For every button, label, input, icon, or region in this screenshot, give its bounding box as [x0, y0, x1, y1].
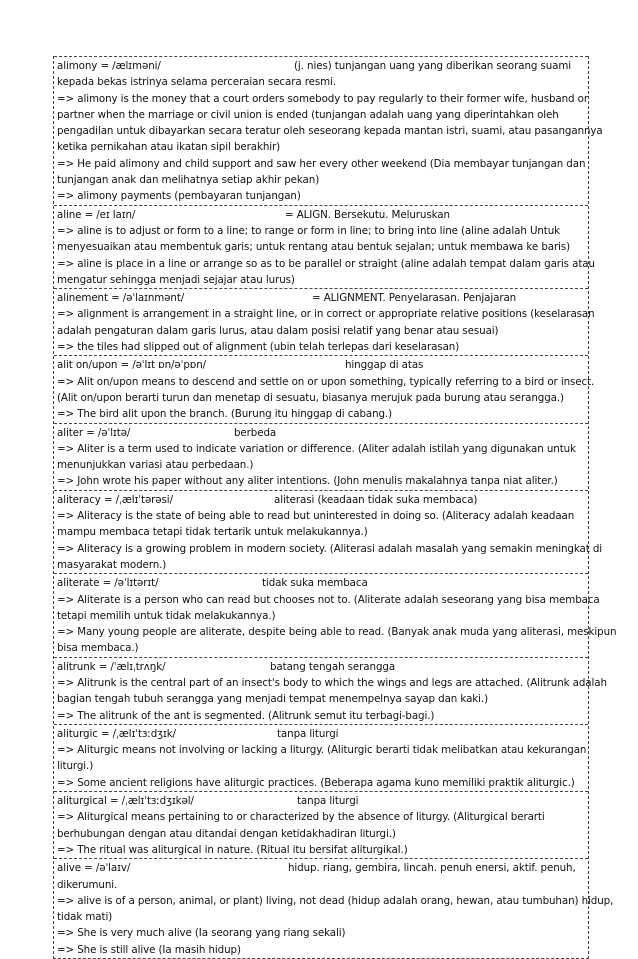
entry-text-line: tetapi memilih untuk tidak melakukannya.): [57, 609, 276, 622]
entry-text-line: kepada bekas istrinya selama perceraian secara resmi.: [57, 76, 336, 89]
entry-text-line: => alimony payments (pembayaran tunjangan): [57, 190, 301, 203]
entry-text-line: liturgi.): [57, 760, 94, 773]
entry-text-line: => Aliteracy is the state of being able to read but uninterested in doing so. (Aliteracy adalah keadaan: [57, 510, 575, 523]
entry-headword: alitrunk = /ˈælɪˌtrʌŋk/: [57, 660, 166, 673]
entry-definition: = ALIGNMENT. Penyelarasan. Penjajaran: [312, 292, 517, 305]
entry-text-line: partner when the marriage or civil union is ended (tunjangan adalah uang yang diperintahkan oleh: [57, 108, 559, 121]
entry-text-line: dikerumuni.: [57, 878, 118, 891]
entry-text-line: ketika pernikahan atau ikatan sipil berakhir): [57, 141, 281, 154]
entry-text-line: => He paid alimony and child support and saw her every other weekend (Dia membayar tunjangan dan: [57, 157, 586, 170]
entry-text-line: => alimony is the money that a court orders somebody to pay regularly to their former wife, husband or: [57, 92, 588, 105]
entry-headword: aliteracy = /ˌælɪˈtərəsi/: [57, 493, 173, 506]
entry-headword-line: [57, 793, 588, 809]
dictionary-entry: [54, 205, 595, 288]
entry-definition: aliterasi (keadaan tidak suka membaca): [274, 493, 478, 506]
entry-headword-line: [57, 575, 588, 591]
entry-text-line: => The bird alit upon the branch. (Burung itu hinggap di cabang.): [57, 408, 393, 421]
entry-definition: = ALIGN. Bersekutu. Meluruskan: [285, 208, 450, 221]
dictionary-entry: [54, 423, 588, 490]
entry-headword: aliturgic = /ˌælɪˈtɜːdʒɪk/: [57, 727, 176, 740]
dictionary-entry: [54, 791, 588, 858]
entry-text-line: => the tiles had slipped out of alignment (ubin telah terlepas dari keselarasan): [57, 341, 460, 354]
entry-definition: berbeda: [234, 426, 277, 439]
entry-text-line: => The ritual was aliturgical in nature. (Ritual itu bersifat aliturgikal.): [57, 843, 408, 856]
entry-headword-line: [57, 207, 588, 223]
dictionary-entry: [54, 490, 603, 573]
entry-definition: tanpa liturgi: [277, 727, 339, 740]
entry-headword: alit on/upon = /əˈlɪt ɒn/əˈpɒn/: [57, 359, 206, 372]
entry-headword: aliter = /əˈlɪtə/: [57, 426, 131, 439]
dictionary-entry: [54, 573, 617, 656]
entry-text-line: => Aliterate is a person who can read but chooses not to. (Aliterate adalah seseorang yang bisa membaca: [57, 593, 600, 606]
entry-text-line: => aline is to adjust or form to a line; to range or form in line; to bring into line (aline adalah Untuk: [57, 224, 561, 237]
entry-text-line: => Alitrunk is the central part of an insect's body to which the wings and legs are attached. (Alitrunk adalah: [57, 676, 607, 689]
entry-headword: aliterate = /əˈlɪtərɪt/: [57, 577, 159, 590]
entry-definition: tidak suka membaca: [262, 577, 368, 590]
entry-headword-line: [57, 659, 588, 675]
dictionary-entry: [54, 355, 595, 422]
entry-definition: (j. nies) tunjangan uang yang diberikan seorang suami: [294, 60, 572, 72]
entry-headword-line: [57, 58, 588, 74]
entry-definition: tanpa liturgi: [297, 795, 359, 808]
entry-text-line: adalah pengaturan dalam garis lurus, atau dalam posisi relatif yang benar atau sesuai): [57, 324, 499, 337]
entry-headword-line: [57, 357, 588, 373]
entry-text-line: menyesuaikan atau membentuk garis; untuk rentang atau bentuk sejalan; untuk membawa ke baris): [57, 241, 571, 254]
entry-headword-line: [57, 860, 588, 876]
entry-text-line: => Many young people are aliterate, despite being able to read. (Banyak anak muda yang aliterasi, meskipun: [57, 626, 617, 639]
entry-text-line: => Aliturgic means not involving or lacking a liturgy. (Aliturgic berarti tidak melibatkan atau kekurangan: [57, 744, 587, 757]
entry-text-line: tidak mati): [57, 911, 113, 924]
entry-headword-line: [57, 492, 588, 508]
entry-text-line: => Aliter is a term used to indicate variation or difference. (Aliter adalah istilah yang digunakan untuk: [57, 442, 576, 455]
entry-headword: aline = /eɪ laɪn/: [57, 208, 136, 221]
entry-text-line: => Alit on/upon means to descend and settle on or upon something, typically referring to a bird or insect.: [57, 375, 595, 388]
entry-text-line: => Some ancient religions have aliturgic practices. (Beberapa agama kuno memiliki praktik aliturgic.): [57, 776, 575, 789]
entry-text-line: mengatur sehingga menjadi sejajar atau lurus): [57, 273, 295, 286]
entry-text-line: => The alitrunk of the ant is segmented. (Alitrunk semut itu terbagi-bagi.): [57, 709, 435, 722]
entry-text-line: pengadilan untuk dibayarkan secara teratur oleh seseorang kepada mantan istri, suami, atau pasangannya: [57, 125, 603, 138]
entry-text-line: => Aliturgical means pertaining to or characterized by the absence of liturgy. (Aliturgical berarti: [57, 811, 545, 824]
dictionary-entry: [54, 657, 607, 724]
entry-text-line: berhubungan dengan atau ditandai dengan ketidakhadiran liturgi.): [57, 827, 396, 840]
entry-headword-line: [57, 290, 588, 306]
dictionary-document: [53, 56, 617, 959]
entry-text-line: => She is very much alive (Ia seorang yang riang sekali): [57, 927, 346, 940]
entry-text-line: bisa membaca.): [57, 642, 139, 655]
entry-headword: alimony = /ælɪməni/: [57, 60, 161, 72]
entry-text-line: => alignment is arrangement in a straight line, or in correct or appropriate relative positions (keselarasan: [57, 308, 595, 321]
entry-headword: aliturgical = /ˌælɪˈtɜːdʒɪkəl/: [57, 795, 194, 808]
entry-headword: alive = /əˈlaɪv/: [57, 862, 131, 875]
entry-headword-line: [57, 425, 588, 441]
entry-text-line: => Aliteracy is a growing problem in modern society. (Aliterasi adalah masalah yang semakin meningkat di: [57, 542, 603, 555]
entry-text-line: mampu membaca tetapi tidak tertarik untuk melakukannya.): [57, 526, 368, 539]
entry-text-line: menunjukkan variasi atau perbedaan.): [57, 459, 254, 472]
entry-definition: hinggap di atas: [345, 359, 424, 372]
dictionary-entry: [54, 858, 614, 958]
dictionary-entry: [54, 288, 595, 355]
entry-definition: batang tengah serangga: [270, 660, 396, 673]
dictionary-entry: [54, 724, 588, 791]
entry-text-line: => aline is place in a line or arrange so as to be parallel or straight (aline adalah tempat dalam garis atau: [57, 257, 595, 270]
entry-text-line: tunjangan anak dan melihatnya setiap akhir pekan): [57, 174, 320, 187]
entry-headword-line: [57, 726, 588, 742]
entry-text-line: masyarakat modern.): [57, 558, 167, 571]
entry-text-line: => alive is of a person, animal, or plant) living, not dead (hidup adalah orang, hewan, atau tumbuhan) hidup,: [57, 894, 614, 907]
entry-text-line: bagian tengah tubuh serangga yang menjadi tempat menempelnya sayap dan kaki.): [57, 693, 489, 706]
entry-headword: alinement = /əˈlaɪnmənt/: [57, 292, 185, 305]
dictionary-entry: [54, 56, 603, 205]
entry-definition: hidup. riang, gembira, lincah. penuh enersi, aktif. penuh,: [288, 862, 576, 875]
entry-text-line: => John wrote his paper without any aliter intentions. (John menulis makalahnya tanpa niat aliter.): [57, 475, 558, 488]
entry-text-line: (Alit on/upon berarti turun dan menetap di sesuatu, biasanya merujuk pada burung atau serangga.): [57, 391, 564, 404]
entry-text-line: => She is still alive (Ia masih hidup): [57, 943, 241, 956]
